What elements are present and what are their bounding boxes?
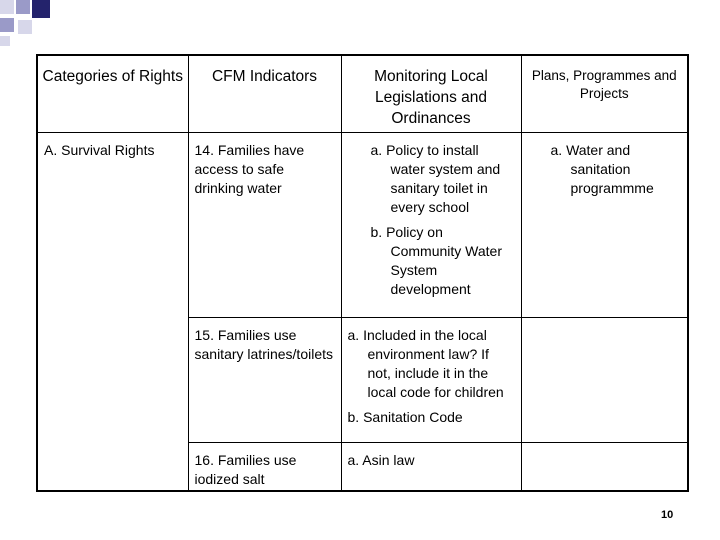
indicator-text: 14. Families have access to safe drinking water: [194, 142, 305, 196]
header-plans: Plans, Programmes and Projects: [531, 68, 677, 101]
header-legislations: Monitoring Local Legislations and Ordinances: [374, 68, 488, 127]
header-cell: [521, 55, 688, 133]
indicator-cell: [188, 318, 341, 443]
deco-square: [16, 0, 30, 14]
legislation-item: a. Asin law: [347, 452, 415, 468]
plans-cell: [521, 133, 688, 318]
plans-cell: [521, 318, 688, 443]
indicator-text: 15. Families use sanitary latrines/toilets: [194, 327, 334, 362]
category-label: A. Survival Rights: [44, 142, 155, 158]
legislation-cell: [341, 443, 521, 491]
header-cell: [341, 55, 521, 133]
header-cell: [37, 55, 188, 133]
indicator-text: 16. Families use iodized salt: [194, 452, 297, 487]
legislation-item: b. Sanitation Code: [347, 409, 463, 425]
corner-decoration: [0, 0, 60, 50]
deco-square: [0, 0, 14, 14]
deco-square: [18, 20, 32, 34]
legislation-item: a. Policy to install water system and sanitary toilet in every school: [370, 142, 501, 215]
plans-cell: [521, 443, 688, 491]
legislation-item: a. Included in the local environment law? If not, include it in the local code for children: [347, 327, 504, 400]
header-categories: Categories of Rights: [42, 68, 183, 85]
plans-item: [522, 443, 688, 451]
header-indicators: CFM Indicators: [211, 68, 318, 85]
plans-item: a. Water and sanitation programmme: [550, 142, 654, 196]
deco-square: [0, 36, 10, 46]
header-cell: [188, 55, 341, 133]
category-cell: [37, 133, 188, 491]
legislation-cell: [341, 318, 521, 443]
indicator-cell: [188, 443, 341, 491]
legislation-cell: [341, 133, 521, 318]
deco-square: [32, 0, 50, 18]
header-row: [37, 55, 688, 133]
plans-item: [522, 318, 688, 326]
table-row: [37, 133, 688, 318]
deco-square: [0, 18, 14, 32]
page-number: 10: [661, 509, 674, 521]
cfm-table: [36, 54, 689, 492]
legislation-item: b. Policy on Community Water System development: [370, 224, 503, 297]
indicator-cell: [188, 133, 341, 318]
